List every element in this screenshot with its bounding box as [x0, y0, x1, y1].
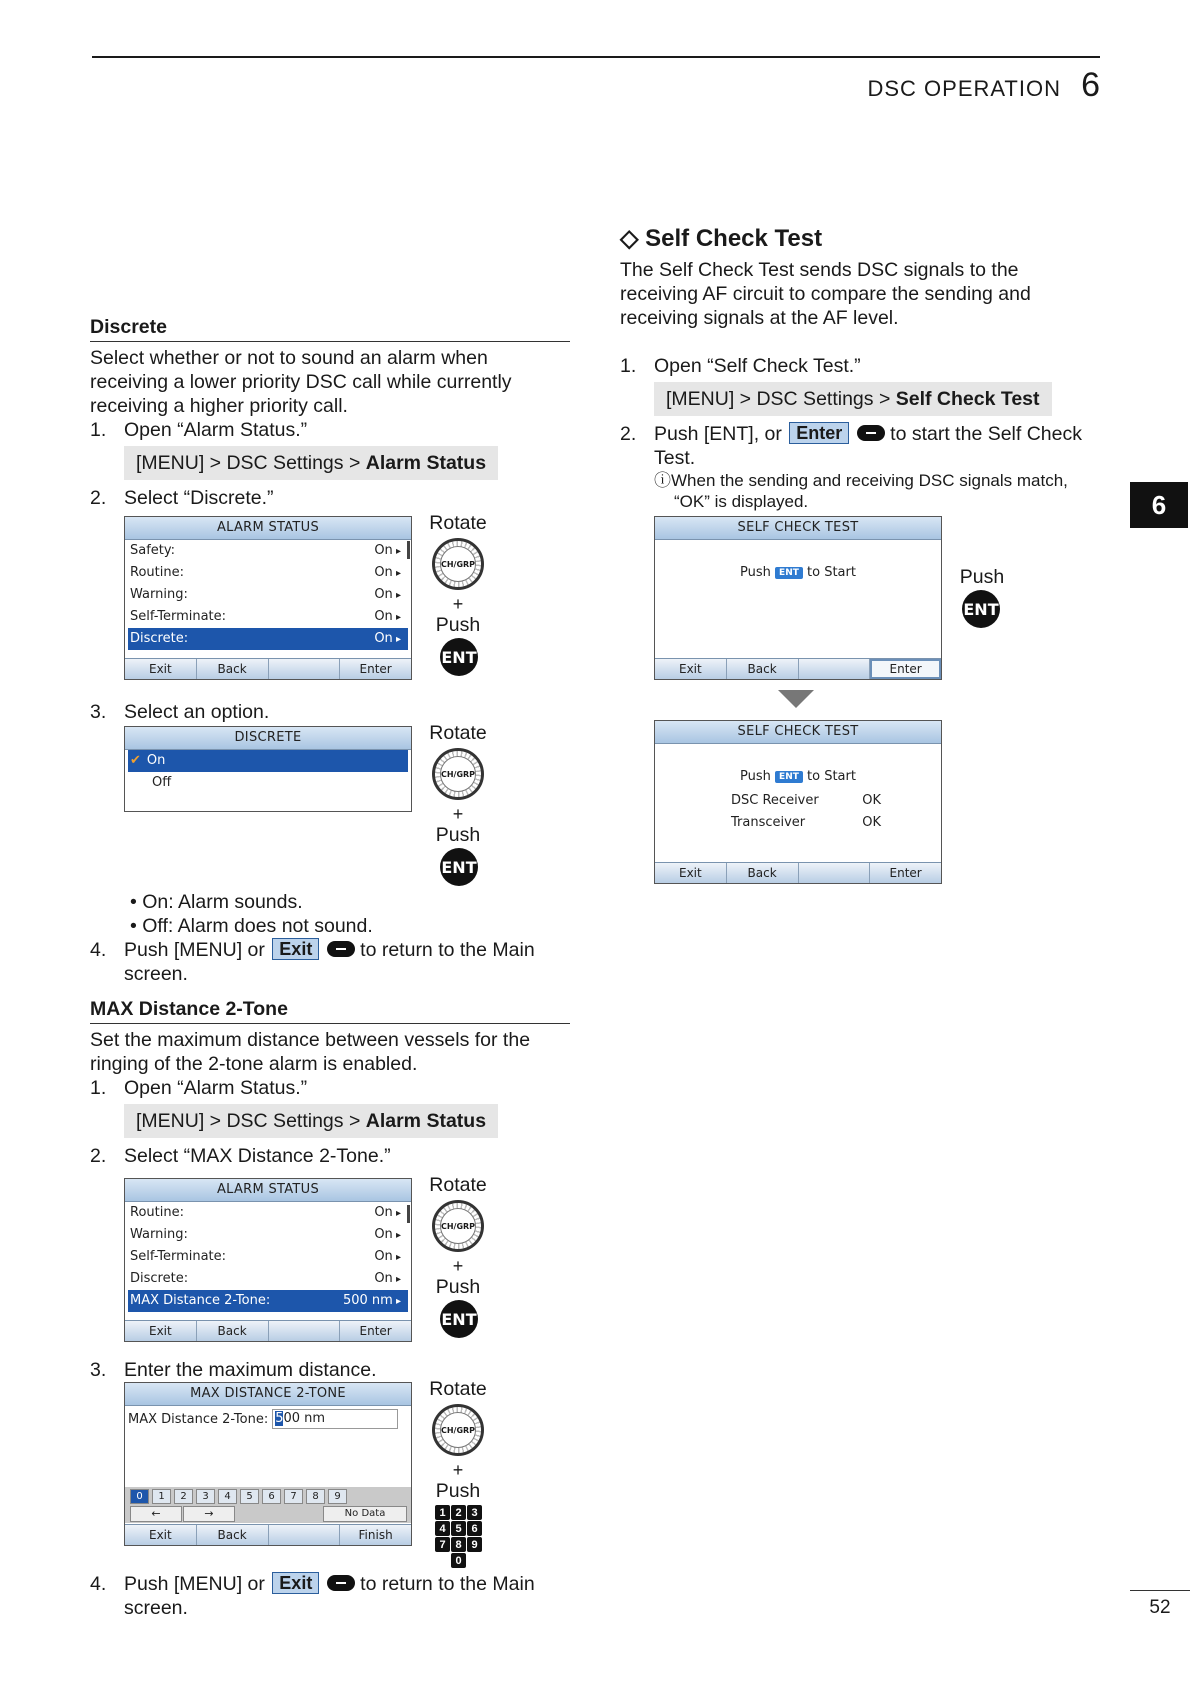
- step-text: Push [MENU] or: [124, 1573, 265, 1595]
- row-discrete-selected[interactable]: [128, 628, 408, 650]
- row-max-distance-selected[interactable]: [128, 1290, 408, 1312]
- step-text: to return to the Main: [360, 1573, 535, 1595]
- plus-sign: +: [452, 1460, 464, 1480]
- input-value: 00 nm: [283, 1411, 326, 1426]
- bullet-off: • Off: Alarm does not sound.: [130, 915, 373, 937]
- minus-key-icon: [857, 425, 885, 441]
- rotate-label: Rotate: [429, 1174, 487, 1196]
- digit-9[interactable]: 9: [328, 1489, 347, 1504]
- digit-0[interactable]: 0: [130, 1489, 149, 1504]
- push-label: Push: [959, 566, 1005, 588]
- screen-title: DISCRETE: [125, 727, 411, 750]
- row-routine[interactable]: [125, 1202, 411, 1224]
- plus-sign: +: [452, 594, 464, 614]
- softkey-blank: [799, 659, 871, 679]
- digit-1[interactable]: 1: [152, 1489, 171, 1504]
- finish-softkey[interactable]: Finish: [358, 1528, 393, 1542]
- knob-label: CH/GRP: [440, 756, 476, 792]
- num-key: 8: [451, 1537, 466, 1552]
- row-label: Routine:: [130, 565, 184, 580]
- back-softkey[interactable]: Back: [727, 659, 799, 679]
- row-value: 500 nm ▸: [343, 1290, 401, 1312]
- row-label: Self-Terminate:: [130, 1249, 227, 1264]
- ent-key-icon: ENT: [440, 848, 478, 886]
- enter-softkey[interactable]: Enter: [889, 866, 922, 880]
- ent-key-icon: ENT: [440, 638, 478, 676]
- option-off[interactable]: [125, 772, 411, 794]
- result-value: OK: [862, 815, 881, 830]
- softkey-blank: [269, 1525, 341, 1545]
- heading-text: Self Check Test: [645, 225, 823, 252]
- maxdist-menu-path: [124, 1104, 498, 1138]
- enter-softkey[interactable]: Enter: [359, 1324, 392, 1338]
- discrete-intro: Select whether or not to sound an alarm when receiving a lower priority DSC call while currently receiving a higher priority call.: [90, 347, 512, 417]
- row-safety[interactable]: [125, 540, 411, 562]
- knob-label: CH/GRP: [440, 546, 476, 582]
- discrete-step4-num: 4.: [90, 939, 107, 961]
- screen-title: MAX DISTANCE 2-TONE: [125, 1383, 411, 1406]
- bullet-text: On: Alarm sounds.: [142, 891, 303, 913]
- cursor-left-key[interactable]: ←: [130, 1506, 182, 1522]
- rotate-label: Rotate: [429, 722, 487, 744]
- selfcheck-step2: [654, 422, 1094, 470]
- discrete-step2: Select “Discrete.”: [124, 487, 274, 509]
- self-check-screen-2: [654, 720, 942, 884]
- row-discrete[interactable]: [125, 1268, 411, 1290]
- enter-softkey[interactable]: Enter: [359, 662, 392, 676]
- back-softkey[interactable]: Back: [197, 1321, 269, 1341]
- chapter-number: 6: [1081, 66, 1100, 104]
- ent-badge-icon: ENT: [775, 567, 803, 579]
- row-value: On ▸: [374, 584, 401, 606]
- row-warning[interactable]: [125, 584, 411, 606]
- option-label: Off: [152, 775, 172, 790]
- note-text: When the sending and receiving DSC signals match,: [671, 471, 1068, 490]
- back-softkey[interactable]: Back: [197, 1525, 269, 1545]
- header-rule: [92, 56, 1100, 58]
- push-text: Push: [740, 565, 771, 580]
- num-key: 7: [435, 1537, 450, 1552]
- softkey-blank: [799, 863, 871, 883]
- field-label: MAX Distance 2-Tone:: [128, 1411, 269, 1427]
- ent-badge-icon: ENT: [775, 771, 803, 783]
- rotate-label: Rotate: [429, 512, 487, 534]
- maxdist-intro: Set the maximum distance between vessels for the ringing of the 2-tone alarm is enabled.: [90, 1029, 531, 1075]
- input-cursor: 5: [275, 1411, 284, 1426]
- down-arrow-icon: [778, 690, 814, 708]
- to-start-text: to Start: [807, 769, 856, 784]
- discrete-step3: Select an option.: [124, 701, 270, 723]
- exit-key: Exit: [272, 1572, 319, 1594]
- row-value: On ▸: [374, 1202, 401, 1224]
- discrete-step1: Open “Alarm Status.”: [124, 419, 308, 441]
- digit-7[interactable]: 7: [284, 1489, 303, 1504]
- step-text: Test.: [654, 447, 696, 469]
- row-self-terminate[interactable]: [125, 606, 411, 628]
- self-check-screen-1: [654, 516, 942, 680]
- softkey-bar: [125, 1524, 411, 1545]
- max-distance-screen: [124, 1382, 412, 1546]
- digit-keys: [130, 1489, 347, 1504]
- digit-2[interactable]: 2: [174, 1489, 193, 1504]
- row-warning[interactable]: [125, 1224, 411, 1246]
- exit-softkey[interactable]: Exit: [655, 659, 727, 679]
- selfcheck-intro: The Self Check Test sends DSC signals to the receiving AF circuit to compare the sending and receiving signals at the AF level.: [620, 259, 1031, 329]
- knob-label: CH/GRP: [440, 1412, 476, 1448]
- info-icon: ⓘ: [654, 471, 671, 490]
- chapter-side-tab: 6: [1130, 482, 1188, 528]
- exit-softkey[interactable]: Exit: [125, 1525, 197, 1545]
- maxdist-step1-num: 1.: [90, 1077, 107, 1099]
- maxdist-step2: Select “MAX Distance 2-Tone.”: [124, 1145, 391, 1167]
- discrete-heading: Discrete: [90, 316, 570, 342]
- softkey-bar: [655, 862, 941, 883]
- softkey-bar: [655, 658, 941, 679]
- push-text: Push: [740, 769, 771, 784]
- row-label: Discrete:: [130, 1271, 189, 1286]
- row-value: On ▸: [374, 540, 401, 562]
- digit-6[interactable]: 6: [262, 1489, 281, 1504]
- push-label: Push: [435, 1480, 481, 1502]
- digit-5[interactable]: 5: [240, 1489, 259, 1504]
- knob-label: CH/GRP: [440, 1208, 476, 1244]
- exit-softkey[interactable]: Exit: [125, 659, 197, 679]
- row-label: Warning:: [130, 587, 188, 602]
- digit-3[interactable]: 3: [196, 1489, 215, 1504]
- push-label: Push: [435, 824, 481, 846]
- step-text: screen.: [124, 1597, 188, 1619]
- selfcheck-menu-path: [654, 382, 1052, 416]
- maxdist-step1: Open “Alarm Status.”: [124, 1077, 308, 1099]
- step-text: Push [ENT], or: [654, 423, 782, 445]
- row-value: On ▸: [374, 628, 401, 650]
- num-key: 4: [435, 1521, 450, 1536]
- exit-softkey[interactable]: Exit: [125, 1321, 197, 1341]
- diamond-icon: ◇: [620, 225, 639, 252]
- alarm-status-screen-2: [124, 1178, 412, 1342]
- row-value: On ▸: [374, 1268, 401, 1290]
- minus-key-icon: [327, 1575, 355, 1591]
- softkey-blank: [269, 1321, 341, 1341]
- plus-sign: +: [452, 804, 464, 824]
- result-row-transceiver: [731, 815, 881, 830]
- result-row-receiver: [731, 793, 881, 808]
- bullet-text: Off: Alarm does not sound.: [142, 915, 373, 937]
- discrete-menu-path: [124, 446, 498, 480]
- row-label: Routine:: [130, 1205, 184, 1220]
- no-data-key[interactable]: No Data: [323, 1506, 407, 1522]
- menu-target: Alarm Status: [365, 452, 487, 474]
- discrete-step1-num: 1.: [90, 419, 107, 441]
- option-on-selected[interactable]: [128, 750, 408, 772]
- result-value: OK: [862, 793, 881, 808]
- selfcheck-heading: [620, 224, 822, 253]
- ch-grp-knob-icon: [432, 1404, 484, 1456]
- discrete-step2-num: 2.: [90, 487, 107, 509]
- digit-4[interactable]: 4: [218, 1489, 237, 1504]
- row-self-terminate[interactable]: [125, 1246, 411, 1268]
- num-key: 2: [451, 1505, 466, 1520]
- note-text: “OK” is displayed.: [674, 492, 809, 511]
- back-softkey[interactable]: Back: [197, 659, 269, 679]
- selfcheck-note: [654, 470, 1094, 512]
- chapter-title: DSC OPERATION: [867, 76, 1061, 101]
- option-label: On: [146, 753, 166, 768]
- menu-target: Self Check Test: [895, 388, 1040, 410]
- plus-sign: +: [452, 1256, 464, 1276]
- distance-field-row: [128, 1409, 398, 1429]
- minus-key-icon: [327, 941, 355, 957]
- num-key: 5: [451, 1521, 466, 1536]
- push-to-start-line: [655, 565, 941, 580]
- push-label: Push: [435, 614, 481, 636]
- row-label: Warning:: [130, 1227, 188, 1242]
- ch-grp-knob-icon: [432, 1200, 484, 1252]
- num-key: 0: [451, 1553, 466, 1568]
- maxdist-step3: Enter the maximum distance.: [124, 1359, 377, 1381]
- to-start-text: to Start: [807, 565, 856, 580]
- row-routine[interactable]: [125, 562, 411, 584]
- enter-key: Enter: [789, 422, 849, 444]
- selfcheck-step1-num: 1.: [620, 355, 637, 377]
- push-label: Push: [435, 1276, 481, 1298]
- cursor-right-key[interactable]: →: [183, 1506, 235, 1522]
- maxdist-step3-num: 3.: [90, 1359, 107, 1381]
- menu-target: Alarm Status: [365, 1110, 487, 1132]
- numeric-keypad-icon: [435, 1505, 482, 1568]
- ch-grp-knob-icon: [432, 538, 484, 590]
- screen-title: SELF CHECK TEST: [655, 517, 941, 540]
- row-value: On ▸: [374, 1224, 401, 1246]
- discrete-step3-num: 3.: [90, 701, 107, 723]
- softkey-bar: [125, 1320, 411, 1341]
- bullet-on: • On: Alarm sounds.: [130, 891, 303, 913]
- menu-prefix: [MENU] > DSC Settings >: [136, 1110, 366, 1132]
- row-value: On ▸: [374, 562, 401, 584]
- distance-input[interactable]: [272, 1409, 398, 1429]
- push-to-start-line: [655, 769, 941, 784]
- maxdist-step4-num: 4.: [90, 1573, 107, 1595]
- back-softkey[interactable]: Back: [727, 863, 799, 883]
- result-label: DSC Receiver: [731, 793, 819, 808]
- exit-key: Exit: [272, 938, 319, 960]
- maxdist-step2-num: 2.: [90, 1145, 107, 1167]
- num-key: 6: [467, 1521, 482, 1536]
- discrete-step4: [124, 938, 574, 986]
- step-text: Push [MENU] or: [124, 939, 265, 961]
- screen-title: ALARM STATUS: [125, 1179, 411, 1202]
- digit-8[interactable]: 8: [306, 1489, 325, 1504]
- num-key: 1: [435, 1505, 450, 1520]
- step-text: to start the Self Check: [890, 423, 1082, 445]
- row-value: On ▸: [374, 606, 401, 628]
- menu-prefix: [MENU] > DSC Settings >: [136, 452, 366, 474]
- rotate-label: Rotate: [429, 1378, 487, 1400]
- maxdist-step4: [124, 1572, 574, 1620]
- screen-title: SELF CHECK TEST: [655, 721, 941, 744]
- ent-key-icon: ENT: [962, 590, 1000, 628]
- softkey-blank: [269, 659, 341, 679]
- num-key: 9: [467, 1537, 482, 1552]
- row-label: MAX Distance 2-Tone:: [130, 1293, 271, 1308]
- result-label: Transceiver: [731, 815, 806, 830]
- maxdist-heading: MAX Distance 2-Tone: [90, 998, 570, 1024]
- check-icon: ✔: [130, 753, 141, 768]
- enter-softkey-highlighted[interactable]: Enter: [870, 659, 941, 679]
- selfcheck-step1: Open “Self Check Test.”: [654, 355, 861, 377]
- keypad-area: [125, 1487, 411, 1523]
- row-label: Safety:: [130, 543, 176, 558]
- softkey-bar: [125, 658, 411, 679]
- alarm-status-screen-1: [124, 516, 412, 680]
- menu-prefix: [MENU] > DSC Settings >: [666, 388, 896, 410]
- row-value: On ▸: [374, 1246, 401, 1268]
- ent-key-icon: ENT: [440, 1300, 478, 1338]
- step-text: screen.: [124, 963, 188, 985]
- row-label: Discrete:: [130, 631, 189, 646]
- exit-softkey[interactable]: Exit: [655, 863, 727, 883]
- step-text: to return to the Main: [360, 939, 535, 961]
- row-label: Self-Terminate:: [130, 609, 227, 624]
- ch-grp-knob-icon: [432, 748, 484, 800]
- discrete-screen: [124, 726, 412, 812]
- page-number: 52: [1130, 1590, 1190, 1619]
- selfcheck-step2-num: 2.: [620, 423, 637, 445]
- screen-title: ALARM STATUS: [125, 517, 411, 540]
- num-key: 3: [467, 1505, 482, 1520]
